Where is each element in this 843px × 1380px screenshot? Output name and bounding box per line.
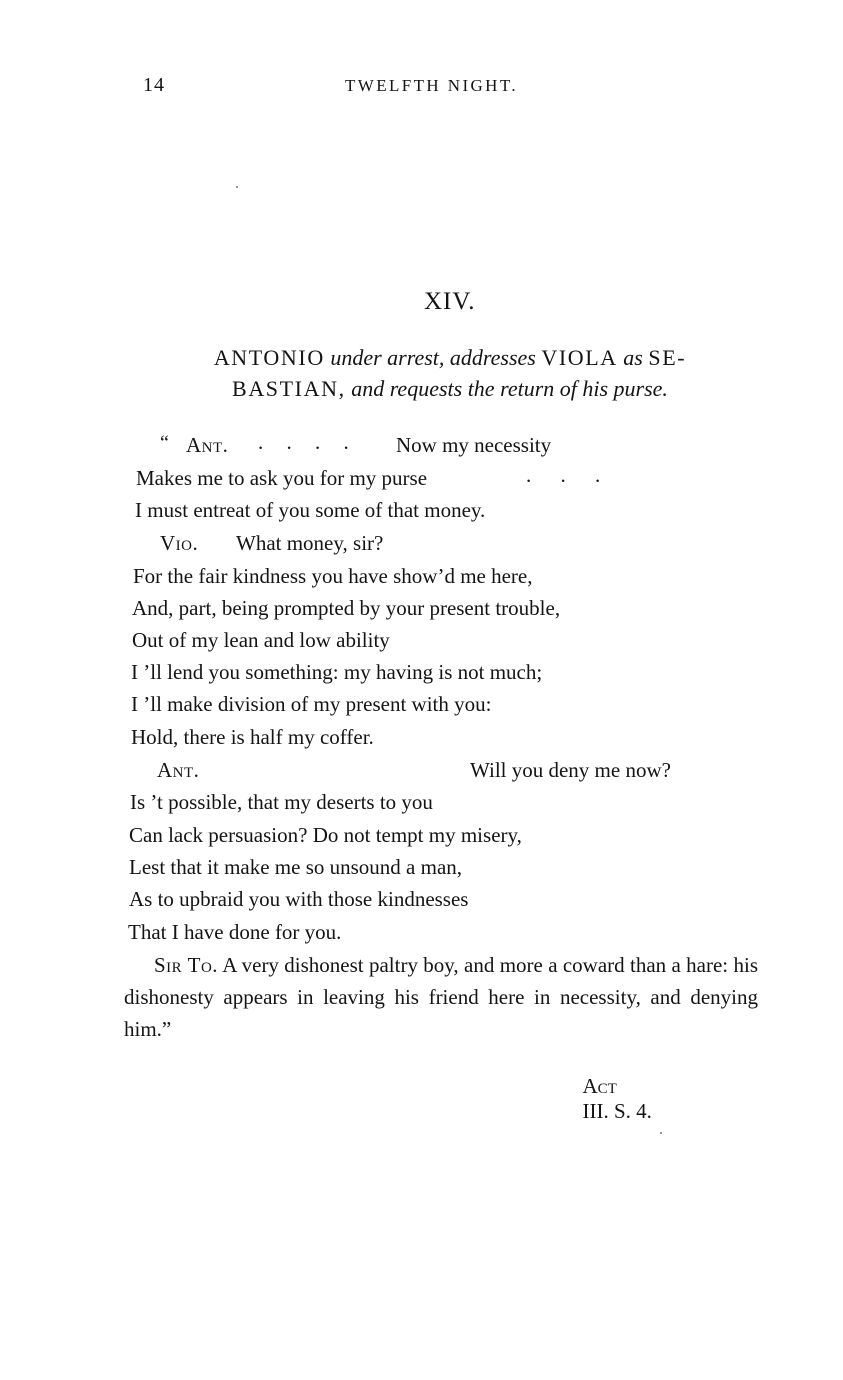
verse-line: As to upbraid you with those kindnesses <box>129 887 469 911</box>
caption-phrase-3: and requests the return of his purse. <box>351 376 668 401</box>
verse-line: What money, sir? <box>236 531 384 555</box>
ellipsis: . . . <box>526 463 613 487</box>
verse-line: Is ’t possible, that my deserts to you <box>130 790 433 814</box>
reference-act: Act <box>582 1074 617 1098</box>
verse-line: I ’ll make division of my present with you: <box>131 692 492 716</box>
paper-speck <box>236 186 238 188</box>
verse-line: Out of my lean and low ability <box>132 628 390 652</box>
verse-line: That I have done for you. <box>128 920 342 944</box>
open-quote: “ <box>160 432 169 454</box>
verse-line: Lest that it make me so unsound a man, <box>129 855 463 879</box>
speaker-sir-toby: Sir To. <box>154 953 219 977</box>
reference-act-scene: III. S. 4. <box>582 1099 652 1123</box>
verse-line: And, part, being prompted by your present trouble, <box>132 596 561 620</box>
page-number: 14 <box>143 74 165 96</box>
caption-name-sebastian-b: BASTIAN, <box>232 376 346 401</box>
caption-name-viola: VIOLA <box>541 345 618 370</box>
verse-line: Hold, there is half my coffer. <box>131 725 374 749</box>
paper-speck <box>660 1132 662 1134</box>
verse-line: Makes me to ask you for my purse <box>136 466 428 490</box>
verse-line: I ’ll lend you something: my having is not much; <box>131 660 543 684</box>
verse-line: Will you deny me now? <box>470 758 671 782</box>
section-number: XIV. <box>424 288 476 315</box>
prose-text: A very dishonest paltry boy, and more a coward than a hare: his dishonesty appears in leaving his friend here in necessity, and denying him.” <box>124 953 758 1041</box>
ellipsis: . . . . <box>258 430 358 454</box>
verse-line: I must entreat of you some of that money. <box>135 498 486 522</box>
caption-name-sebastian-a: SE- <box>648 345 687 370</box>
running-title: TWELFTH NIGHT. <box>345 76 519 95</box>
speaker-antonio: Ant. <box>186 433 229 457</box>
speaker-antonio: Ant. <box>157 758 200 782</box>
prose-speech <box>124 949 758 1045</box>
verse-line: Now my necessity <box>396 433 552 457</box>
verse-line: Can lack persuasion? Do not tempt my misery, <box>129 823 522 847</box>
verse-line: For the fair kindness you have show’d me here, <box>133 564 533 588</box>
act-scene-reference <box>572 1049 652 1124</box>
caption-name-antonio: ANTONIO <box>213 345 325 370</box>
caption-phrase-2: as <box>623 345 643 370</box>
caption-phrase-1: under arrest, addresses <box>330 345 536 370</box>
speaker-viola: Vio. <box>160 531 199 555</box>
